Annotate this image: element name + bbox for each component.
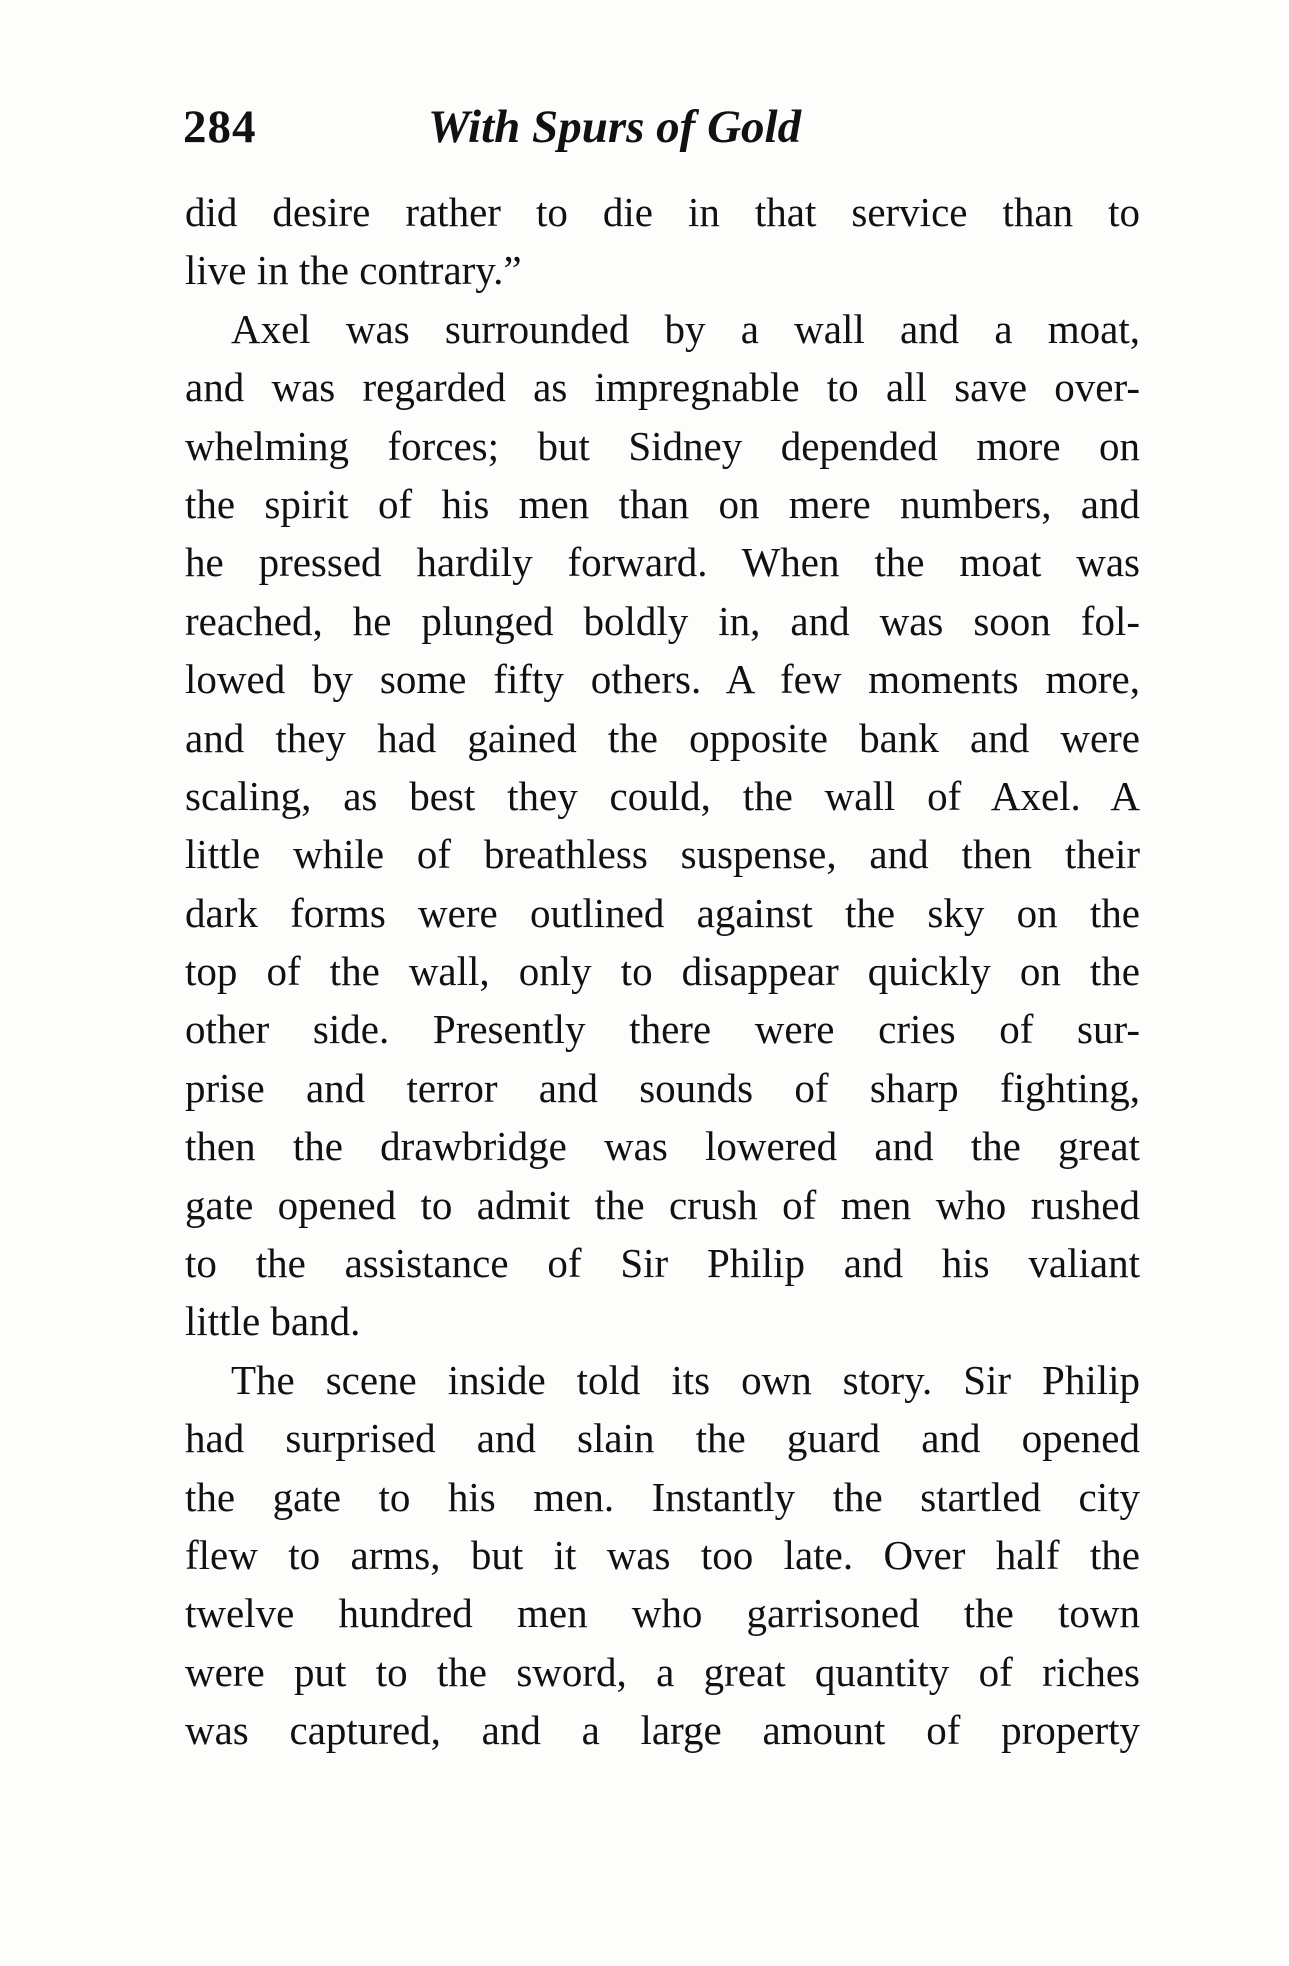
- text-line: reached, he plunged boldly in, and was soon fol-: [185, 597, 1140, 644]
- text-line: little while of breathless suspense, and then their: [185, 831, 1140, 878]
- text-line: scaling, as best they could, the wall of Axel. A: [185, 772, 1140, 819]
- text-line: other side. Presently there were cries of sur-: [185, 1006, 1140, 1053]
- running-head: [183, 92, 1143, 162]
- text-line: and was regarded as impregnable to all save over-: [185, 364, 1140, 411]
- text-line: gate opened to admit the crush of men who rushed: [185, 1181, 1140, 1228]
- text-line: twelve hundred men who garrisoned the town: [185, 1590, 1140, 1637]
- page-number: 284: [183, 101, 257, 153]
- text-line: top of the wall, only to disappear quickly on the: [185, 948, 1140, 995]
- text-line: lowed by some fifty others. A few moments more,: [185, 656, 1140, 703]
- text-line: little band.: [185, 1298, 361, 1345]
- text-line: The scene inside told its own story. Sir Philip: [231, 1356, 1140, 1403]
- text-line: did desire rather to die in that service than to: [185, 189, 1140, 235]
- text-line: dark forms were outlined against the sky on the: [185, 889, 1140, 936]
- text-line: live in the contrary.”: [185, 247, 522, 294]
- text-line: the gate to his men. Instantly the startled city: [185, 1473, 1140, 1520]
- text-line: was captured, and a large amount of property: [185, 1707, 1140, 1754]
- running-title: With Spurs of Gold: [428, 101, 802, 153]
- text-line: the spirit of his men than on mere numbers, and: [185, 480, 1140, 527]
- text-line: flew to arms, but it was too late. Over half the: [185, 1531, 1140, 1578]
- text-line: Axel was surrounded by a wall and a moat,: [231, 305, 1140, 352]
- text-line: and they had gained the opposite bank and were: [185, 714, 1140, 761]
- text-line: whelming forces; but Sidney depended more on: [185, 422, 1140, 469]
- text-line: prise and terror and sounds of sharp fighting,: [185, 1064, 1140, 1111]
- text-line: he pressed hardily forward. When the moat was: [185, 539, 1140, 586]
- text-line: were put to the sword, a great quantity of riches: [185, 1648, 1140, 1695]
- body-text: [185, 183, 1140, 1760]
- text-line: then the drawbridge was lowered and the great: [185, 1123, 1140, 1170]
- text-line: had surprised and slain the guard and opened: [185, 1415, 1140, 1462]
- text-line: to the assistance of Sir Philip and his valiant: [185, 1240, 1140, 1287]
